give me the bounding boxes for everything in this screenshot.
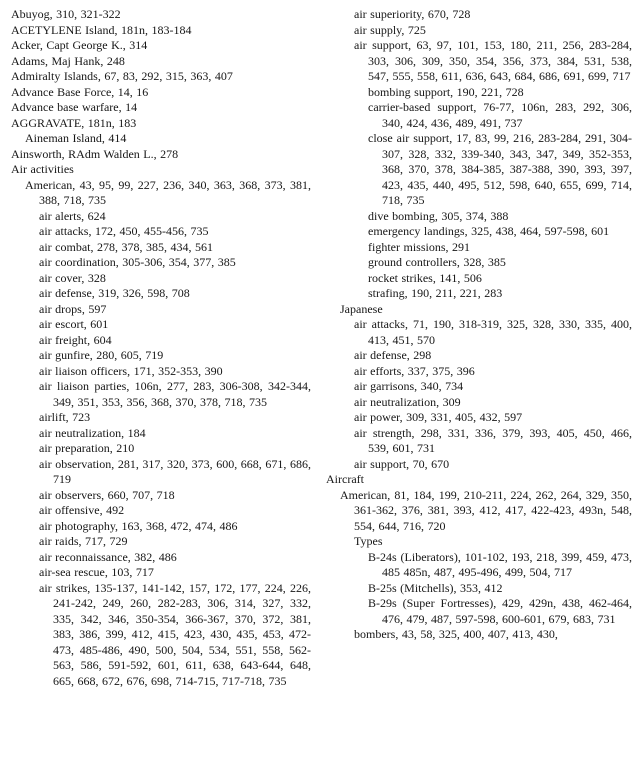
index-entry: air superiority, 670, 728 (354, 7, 471, 21)
index-entry: air strikes, 135-137, 141-142, 157, 172, 177, 224, 226, 241-242, 249, 260, 282-283, 306, 314, 327, 332, 335, 342, 346, 350-354, 366-367, 370, 372, 381, 383, 386, 399, 412, 415, 423, 430, 435, 453, 472-473, 485-486, 490, 500, 504, 534, 551, 558, 562-563, 586, 591-592, 601, 611, 638, 643-644, 648, 665, 668, 672, 676, 698, 714-715, 717-718, 735 (39, 580, 311, 688)
index-entry: emergency landings, 325, 438, 464, 597-598, 601 (368, 224, 610, 238)
index-entry: air freight, 604 (39, 332, 112, 347)
index-entry: air defense, 298 (354, 348, 432, 362)
index-entry: Acker, Capt George K., 314 (11, 38, 148, 52)
index-entry: Adams, Maj Hank, 248 (11, 53, 125, 68)
index-entry: Aircraft (326, 472, 364, 486)
index-entry: air reconnaissance, 382, 486 (39, 549, 177, 564)
index-entry: American, 81, 184, 199, 210-211, 224, 262, 264, 329, 350, 361-362, 376, 381, 393, 412, 417, 422-423, 493n, 548, 554, 644, 716, 720 (340, 487, 632, 533)
index-entry: air attacks, 172, 450, 455-456, 735 (39, 224, 209, 238)
index-entry: AGGRAVATE, 181n, 183 (11, 115, 137, 130)
index-entry: air offensive, 492 (39, 503, 125, 517)
index-entry: air liaison parties, 106n, 277, 283, 306-308, 342-344, 349, 351, 353, 356, 368, 370, 378, 718, 735 (39, 379, 311, 409)
index-entry: air gunfire, 280, 605, 719 (39, 348, 164, 362)
index-entry: Japanese (340, 301, 383, 316)
index-entry: ground controllers, 328, 385 (368, 255, 506, 269)
index-entry: air escort, 601 (39, 317, 109, 331)
index-entry: air neutralization, 309 (354, 394, 461, 409)
index-entry: air combat, 278, 378, 385, 434, 561 (39, 239, 213, 254)
index-column-right (326, 7, 632, 643)
index-entry: air defense, 319, 326, 598, 708 (39, 286, 190, 300)
index-entry: Types (354, 534, 383, 548)
index-entry: air garrisons, 340, 734 (354, 379, 464, 393)
index-entry: air raids, 717, 729 (39, 534, 128, 548)
index-entry: air neutralization, 184 (39, 425, 146, 440)
index-entry: air preparation, 210 (39, 441, 135, 455)
index-entry: air attacks, 71, 190, 318-319, 325, 328, 330, 335, 400, 413, 451, 570 (354, 317, 632, 347)
index-entry: strafing, 190, 211, 221, 283 (368, 286, 503, 300)
index-entry: air efforts, 337, 375, 396 (354, 363, 475, 378)
index-entry: B-29s (Super Fortresses), 429, 429n, 438, 462-464, 476, 479, 487, 597-598, 600-601, 679, 683, 731 (368, 596, 632, 626)
index-entry: air-sea rescue, 103, 717 (39, 565, 154, 579)
index-entry: air strength, 298, 331, 336, 379, 393, 405, 450, 466, 539, 601, 731 (354, 425, 632, 455)
index-entry: close air support, 17, 83, 99, 216, 283-284, 291, 304-307, 328, 332, 339-340, 343, 347, 349, 352-353, 368, 370, 378, 384-385, 387-388, 390, 393, 397, 423, 435, 440, 495, 512, 598, 640, 655, 699, 714, 718, 735 (368, 131, 632, 207)
index-entry: air supply, 725 (354, 22, 426, 37)
index-entry: Advance base warfare, 14 (11, 100, 138, 114)
index-entry: air support, 70, 670 (354, 456, 450, 471)
index-entry: B-25s (Mitchells), 353, 412 (368, 580, 503, 595)
index-entry: air support, 63, 97, 101, 153, 180, 211, 256, 283-284, 303, 306, 309, 350, 354, 356, 373, 384, 531, 538, 547, 555, 558, 611, 636, 643, 684, 686, 691, 699, 717 (354, 38, 632, 83)
index-entry: American, 43, 95, 99, 227, 236, 340, 363, 368, 373, 381, 388, 718, 735 (25, 177, 311, 207)
index-entry: Advance Base Force, 14, 16 (11, 84, 149, 99)
index-column-left (11, 7, 311, 689)
index-entry: Abuyog, 310, 321-322 (11, 7, 121, 21)
index-entry: Aineman Island, 414 (25, 131, 127, 145)
index-entry: air power, 309, 331, 405, 432, 597 (354, 410, 523, 424)
index-entry: air drops, 597 (39, 301, 107, 316)
index-entry: airlift, 723 (39, 410, 91, 424)
index-entry: air observation, 281, 317, 320, 373, 600, 668, 671, 686, 719 (39, 456, 311, 486)
index-entry: fighter missions, 291 (368, 239, 470, 254)
index-entry: air coordination, 305-306, 354, 377, 385 (39, 255, 236, 269)
index-entry: bombers, 43, 58, 325, 400, 407, 413, 430, (354, 627, 558, 641)
index-entry: air photography, 163, 368, 472, 474, 486 (39, 518, 238, 533)
index-entry: air alerts, 624 (39, 208, 106, 223)
index-entry: rocket strikes, 141, 506 (368, 270, 482, 285)
index-entry: air observers, 660, 707, 718 (39, 487, 175, 502)
index-entry: dive bombing, 305, 374, 388 (368, 208, 509, 223)
index-entry: Air activities (11, 162, 74, 176)
index-entry: air liaison officers, 171, 352-353, 390 (39, 363, 223, 378)
index-entry: bombing support, 190, 221, 728 (368, 84, 524, 99)
index-entry: B-24s (Liberators), 101-102, 193, 218, 399, 459, 473, 485 485n, 487, 495-496, 499, 504, 717 (368, 549, 632, 579)
index-entry: Admiralty Islands, 67, 83, 292, 315, 363, 407 (11, 69, 233, 83)
index-entry: air cover, 328 (39, 270, 106, 285)
index-entry: ACETYLENE Island, 181n, 183-184 (11, 22, 192, 37)
index-entry: carrier-based support, 76-77, 106n, 283, 292, 306, 340, 424, 436, 489, 491, 737 (368, 100, 632, 130)
index-entry: Ainsworth, RAdm Walden L., 278 (11, 146, 179, 161)
